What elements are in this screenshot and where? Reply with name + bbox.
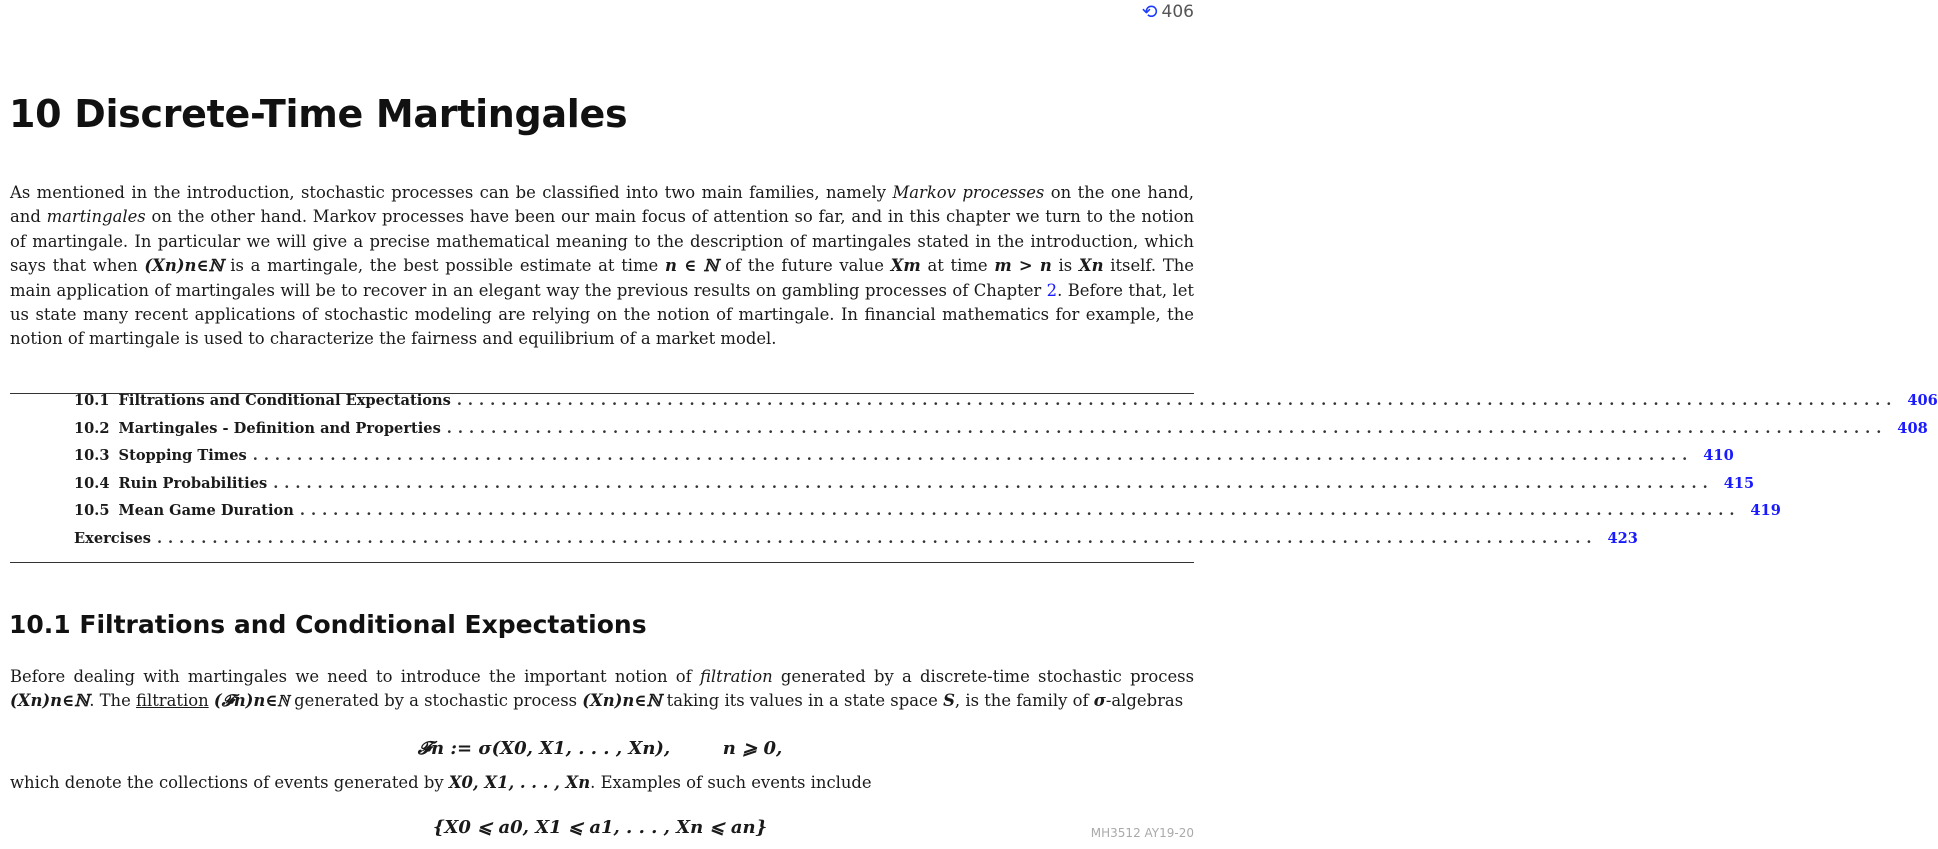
math-xm: Xm xyxy=(890,256,921,276)
toc-page-link[interactable]: 419 xyxy=(1750,502,1781,520)
page-number-indicator xyxy=(1142,2,1194,22)
section-title: 10.1 Filtrations and Conditional Expectations xyxy=(9,610,647,639)
math-xn: Xn xyxy=(1078,256,1104,276)
equation-lhs: 𝓕n := σ(X0, X1, . . . , Xn), xyxy=(417,738,671,759)
toc-bottom-rule xyxy=(10,562,1194,563)
math-sigma: σ xyxy=(1093,691,1106,711)
refresh-icon[interactable]: ⟲ xyxy=(1141,0,1158,23)
martingales-term: martingales xyxy=(46,207,146,227)
math-x-variables: X0, X1, . . . , Xn xyxy=(448,773,591,792)
toc-entry-10-1[interactable]: 10.1 Filtrations and Conditional Expectations .................................................................................................................................. 406 xyxy=(74,392,1938,409)
toc-page-link[interactable]: 423 xyxy=(1607,529,1638,547)
math-fn-sequence: (𝓕n)n∈ℕ xyxy=(213,691,289,711)
math-xn-sequence: (Xn)n∈ℕ xyxy=(582,691,662,711)
toc-page-link[interactable]: 410 xyxy=(1703,447,1734,465)
toc-leader-dots: .................................................................................................................................. xyxy=(252,447,1694,465)
events-paragraph: which denote the collections of events generated by X0, X1, . . . , Xn. Examples of such events include xyxy=(10,773,872,792)
toc-leader-dots: .................................................................................................................................. xyxy=(456,392,1898,409)
toc-entry-exercises[interactable]: Exercises .................................................................................................................................. 423 xyxy=(74,529,1638,547)
toc-leader-dots: .................................................................................................................................. xyxy=(156,529,1598,547)
math-m-gt-n: m > n xyxy=(994,256,1052,276)
toc-page-link[interactable]: 408 xyxy=(1897,419,1928,437)
events-equation: {X0 ⩽ a0, X1 ⩽ a1, . . . , Xn ⩽ an} xyxy=(432,817,768,838)
footer-course-code: MH3512 AY19-20 xyxy=(1090,826,1194,840)
equation-rhs: n ⩾ 0, xyxy=(722,738,783,759)
toc-leader-dots: .................................................................................................................................. xyxy=(446,419,1888,437)
toc-entry-10-2[interactable]: 10.2 Martingales - Definition and Properties .................................................................................................................................. 408 xyxy=(74,419,1928,437)
filtration-definition-term: filtration xyxy=(136,691,209,711)
math-n-in-N: n ∈ ℕ xyxy=(664,256,719,276)
toc-entry-10-5[interactable]: 10.5 Mean Game Duration .................................................................................................................................. 419 xyxy=(74,502,1781,520)
toc-entry-10-3[interactable]: 10.3 Stopping Times .................................................................................................................................. 410 xyxy=(74,447,1734,465)
filtration-term: filtration xyxy=(700,667,773,686)
filtration-paragraph: Before dealing with martingales we need to introduce the important notion of filtration generated by a discrete-time stochastic process (Xn)n∈ℕ. The filtration (𝓕n)n∈ℕ generated by a stochastic process (Xn)n∈ℕ taking its values in a state space S, is the family of σ-algebras xyxy=(10,667,1194,711)
toc-entry-10-4[interactable]: 10.4 Ruin Probabilities .................................................................................................................................. 415 xyxy=(74,474,1755,492)
toc-leader-dots: .................................................................................................................................. xyxy=(299,502,1741,520)
markov-processes-term: Markov processes xyxy=(892,183,1045,202)
toc-page-link[interactable]: 406 xyxy=(1907,392,1938,409)
toc-leader-dots: .................................................................................................................................. xyxy=(273,474,1714,492)
toc-page-link[interactable]: 415 xyxy=(1723,474,1755,492)
table-of-contents xyxy=(74,392,1938,558)
chapter-2-link[interactable]: 2 xyxy=(1046,280,1058,300)
math-state-space: S xyxy=(943,691,955,711)
math-xn-sequence: (Xn)n∈ℕ xyxy=(10,691,90,711)
intro-paragraph: As mentioned in the introduction, stochastic processes can be classified into two main families, namely Markov processes on the one hand, and martingales on the other hand. Markov processes have been our main focus of attention so far, and in this chapter we turn to the notion of martingale. In particular we will give a precise mathematical meaning to the description of martingales stated in the introduction, which says that when (Xn)n∈ℕ is a martingale, the best possible estimate at time n ∈ ℕ of the future value Xm at time m > n is Xn itself. The main application of martingales will be to recover in an elegant way the previous results on gambling processes of Chapter 2. Before that, let us state many recent applications of stochastic modeling are relying on the notion of martingale. In financial mathematics for example, the notion of martingale is used to characterize the fairness and equilibrium of a market model. xyxy=(10,183,1195,349)
math-xn-sequence: (Xn)n∈ℕ xyxy=(144,256,224,276)
page-number: 406 xyxy=(1161,2,1194,22)
chapter-title: 10 Discrete-Time Martingales xyxy=(9,92,628,136)
filtration-equation xyxy=(0,738,1200,759)
